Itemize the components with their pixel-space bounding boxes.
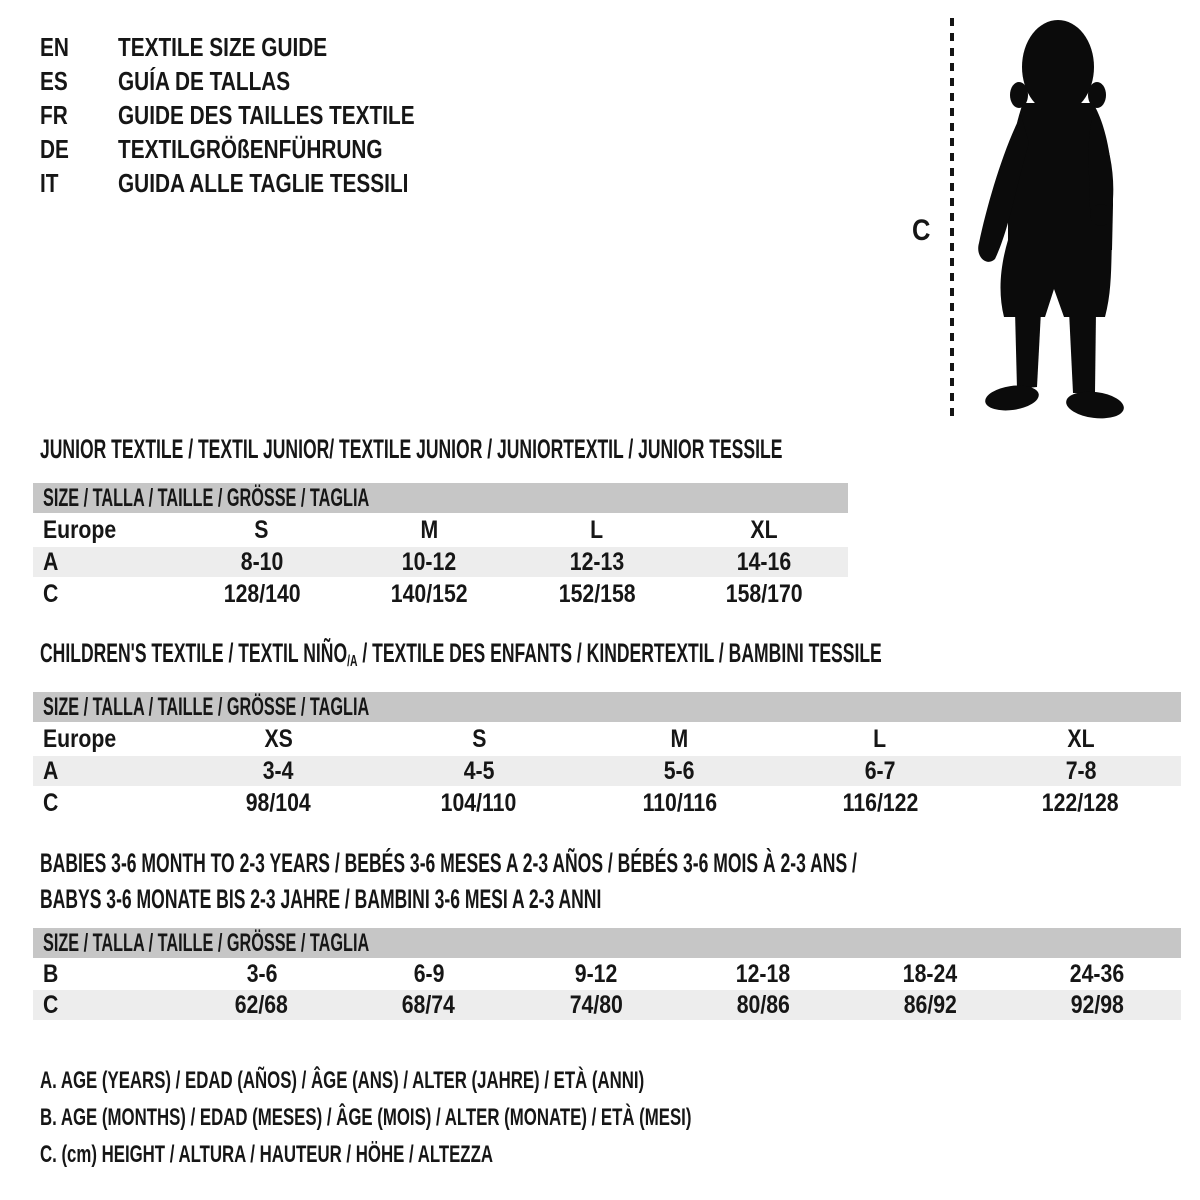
size-band-header: SIZE / TALLA / TAILLE / GRÖSSE / TAGLIA [33,928,1181,958]
language-row-it [40,166,489,200]
age-cell: 5-6 [664,756,695,785]
age-cell: 8-10 [240,547,284,576]
size-band-header: SIZE / TALLA / TAILLE / GRÖSSE / TAGLIA [33,483,848,513]
months-cell: 18-24 [903,959,958,988]
size-cell: XS [264,724,293,753]
footnote-c: C. (cm) HEIGHT / ALTURA / HAUTEUR / HÖHE / ALTEZZA [40,1140,493,1168]
height-cell: 140/152 [390,579,468,608]
height-cell: 80/86 [736,990,790,1019]
language-title: GUIDA ALLE TAGLIE TESSILI [118,167,409,198]
children-height-row [33,786,1181,820]
junior-region-row [33,513,848,547]
row-label: A [43,756,59,785]
height-cell: 98/104 [245,788,311,817]
children-size-table [33,692,1181,820]
age-cell: 3-4 [262,756,294,785]
height-cell: 110/116 [642,788,717,817]
junior-height-row [33,577,848,611]
size-band-header: SIZE / TALLA / TAILLE / GRÖSSE / TAGLIA [33,692,1181,722]
height-cell: 62/68 [234,990,289,1019]
language-title: TEXTILE SIZE GUIDE [118,31,328,62]
months-cell: 3-6 [246,959,277,988]
language-title: TEXTILGRÖßENFÜHRUNG [118,133,383,164]
language-title: GUÍA DE TALLAS [118,65,291,96]
children-age-row [33,756,1181,786]
size-cell: L [873,724,887,753]
babies-months-row [33,958,1181,990]
months-cell: 12-18 [735,959,791,988]
size-cell: S [254,515,269,544]
height-cell: 122/128 [1042,788,1120,817]
babies-section-title-line1: BABIES 3-6 MONTH TO 2-3 YEARS / BEBÉS 3-6 MESES A 2-3 AÑOS / BÉBÉS 3-6 MOIS À 2-3 ANS / [40,848,857,878]
language-code: DE [40,133,69,164]
region-label: Europe [43,515,117,544]
height-measure-label: C [912,214,931,247]
children-region-row [33,722,1181,756]
language-row-de [40,132,489,166]
age-cell: 14-16 [737,547,792,576]
size-cell: L [590,515,604,544]
footnote-legend [40,1062,971,1173]
height-cell: 104/110 [441,788,517,817]
babies-size-table [33,928,1181,1020]
babies-height-row [33,990,1181,1020]
toddler-silhouette [978,20,1125,421]
size-cell: S [471,724,486,753]
height-cell: 128/140 [223,579,301,608]
footnote-a: A. AGE (YEARS) / EDAD (AÑOS) / ÂGE (ANS) / ALTER (JAHRE) / ETÀ (ANNI) [40,1066,645,1094]
size-cell: XL [750,515,778,544]
size-cell: XL [1067,724,1095,753]
months-cell: 9-12 [574,959,618,988]
age-cell: 6-7 [864,756,896,785]
language-row-fr [40,98,489,132]
row-label: C [43,990,59,1019]
language-title-list [40,30,489,200]
language-code: EN [40,31,69,62]
months-cell: 24-36 [1070,959,1125,988]
language-row-es [40,64,489,98]
row-label: C [43,788,59,817]
height-cell: 116/122 [842,788,918,817]
row-label: B [43,959,59,988]
age-cell: 12-13 [569,547,624,576]
row-label: C [43,579,59,608]
junior-section-title: JUNIOR TEXTILE / TEXTIL JUNIOR/ TEXTILE JUNIOR / JUNIORTEXTIL / JUNIOR TESSILE [40,434,783,464]
height-cell: 152/158 [558,579,636,608]
height-cell: 86/92 [903,990,957,1019]
language-code: ES [40,65,68,96]
size-cell: M [670,724,689,753]
language-code: FR [40,99,68,130]
size-cell: M [420,515,439,544]
children-section-title: CHILDREN'S TEXTILE / TEXTIL NIÑO/A / TEXTILE DES ENFANTS / KINDERTEXTIL / BAMBINI TESSILE [40,638,882,670]
toddler-silhouette-icon [900,12,1150,422]
junior-age-row [33,547,848,577]
language-row-en [40,30,489,64]
age-cell: 4-5 [463,756,495,785]
height-cell: 158/170 [725,579,803,608]
age-cell: 10-12 [402,547,457,576]
height-cell: 68/74 [402,990,456,1019]
footnote-b: B. AGE (MONTHS) / EDAD (MESES) / ÂGE (MOIS) / ALTER (MONATE) / ETÀ (MESI) [40,1103,692,1131]
height-cell: 92/98 [1070,990,1125,1019]
babies-section-title-line2: BABYS 3-6 MONATE BIS 2-3 JAHRE / BAMBINI 3-6 MESI A 2-3 ANNI [40,884,602,914]
row-label: A [43,547,59,576]
language-title: GUIDE DES TAILLES TEXTILE [118,99,415,130]
junior-size-table [33,483,848,611]
age-cell: 7-8 [1065,756,1097,785]
title-subscript: /A [347,653,358,670]
region-label: Europe [43,724,117,753]
height-cell: 74/80 [569,990,623,1019]
language-code: IT [40,167,59,198]
months-cell: 6-9 [413,959,445,988]
